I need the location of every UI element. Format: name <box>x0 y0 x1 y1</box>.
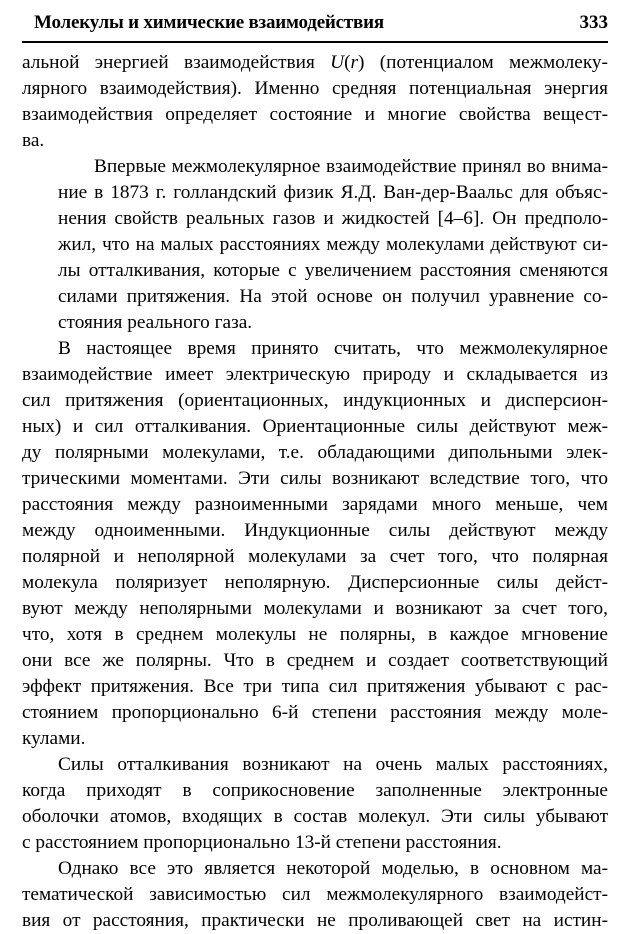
text-line: расстояния между разноименными зарядами много меньше, чем <box>22 494 608 515</box>
paragraph <box>22 752 608 856</box>
page-number: 333 <box>579 12 608 33</box>
text-line: Впервые межмолекулярное взаимодействие принял во внима- <box>94 156 608 177</box>
text-line: оболочки атомов, входящих в состав молекул. Эти силы убывают <box>22 806 608 827</box>
text-line: ние в 1873 г. голландский физик Я.Д. Ван-дер-Ваальс для объяс- <box>58 182 608 203</box>
text-line: Однако все это является некоторой моделью, в основном ма- <box>58 858 608 879</box>
text-line: взаимодействие имеет электрическую природу и складывается из <box>22 364 608 385</box>
text-line: что, хотя в среднем молекулы не полярны, в каждое мгновение <box>22 624 608 645</box>
running-head: Молекулы и химические взаимодействия <box>34 12 384 33</box>
page-header <box>22 10 608 36</box>
text-line: жил, что на малых расстояниях между молекулами действуют си- <box>58 234 608 255</box>
text-line: В настоящее время принято считать, что межмолекулярное <box>58 338 608 359</box>
text-line: стоянием пропорционально 6-й степени расстояния между моле- <box>22 702 608 723</box>
text-line: между одноименными. Индукционные силы действуют между <box>22 520 608 541</box>
text-line: сил притяжения (ориентационных, индукционных и дисперсион- <box>22 390 608 411</box>
text-line: силами притяжения. На этой основе он получил уравнение со- <box>58 286 608 307</box>
text-line: лярного взаимодействия). Именно средняя потенциальная энергия <box>22 78 608 99</box>
text-line: с расстоянием пропорционально 13-й степени расстояния. <box>22 832 502 853</box>
text-line: ва. <box>22 130 45 151</box>
text-line: взаимодействия определяет состояние и многие свойства вещест- <box>22 104 608 125</box>
header-rule <box>22 41 608 43</box>
text-line: трическими моментами. Эти силы возникают вследствие того, что <box>22 468 608 489</box>
text-line: ных) и сил отталкивания. Ориентационные силы действуют меж- <box>22 416 608 437</box>
formula-symbol: r <box>350 52 359 73</box>
text-line: лы отталкивания, которые с увеличением расстояния сменяются <box>58 260 608 281</box>
text-line: вуют между неполярными молекулами и возникают за счет того, <box>22 598 608 619</box>
text-line: полярной и неполярной молекулами за счет того, что полярная <box>22 546 608 567</box>
paragraph <box>22 50 608 154</box>
text-line: альной энергией взаимодействия U(r) (потенциалом межмолеку- <box>22 52 608 73</box>
text-line: эффект притяжения. Все три типа сил притяжения убывают с рас- <box>22 676 608 697</box>
body-text <box>22 50 608 934</box>
text-line: кулами. <box>22 728 86 749</box>
text-line: ду полярными молекулами, т.е. обладающими дипольными элек- <box>22 442 608 463</box>
paragraph <box>22 336 608 752</box>
text-line: Силы отталкивания возникают на очень малых расстояниях, <box>58 754 608 775</box>
text-line: тематической зависимостью сил межмолекулярного взаимодейст- <box>22 884 608 905</box>
text-line: вия от расстояния, практически не проливающей свет на истин- <box>22 910 608 931</box>
text-line: когда приходят в соприкосновение заполненные электронные <box>22 780 608 801</box>
formula-symbol: U <box>330 52 345 73</box>
paragraph <box>22 856 608 934</box>
text-line: они все же полярны. Что в среднем и создает соответствующий <box>22 650 608 671</box>
text-line: стояния реального газа. <box>58 312 253 333</box>
text-line: нения свойств реальных газов и жидкостей [4–6]. Он предполо- <box>58 208 608 229</box>
text-line: молекула поляризует неполярную. Дисперсионные силы дейст- <box>22 572 608 593</box>
paragraph <box>22 154 608 336</box>
